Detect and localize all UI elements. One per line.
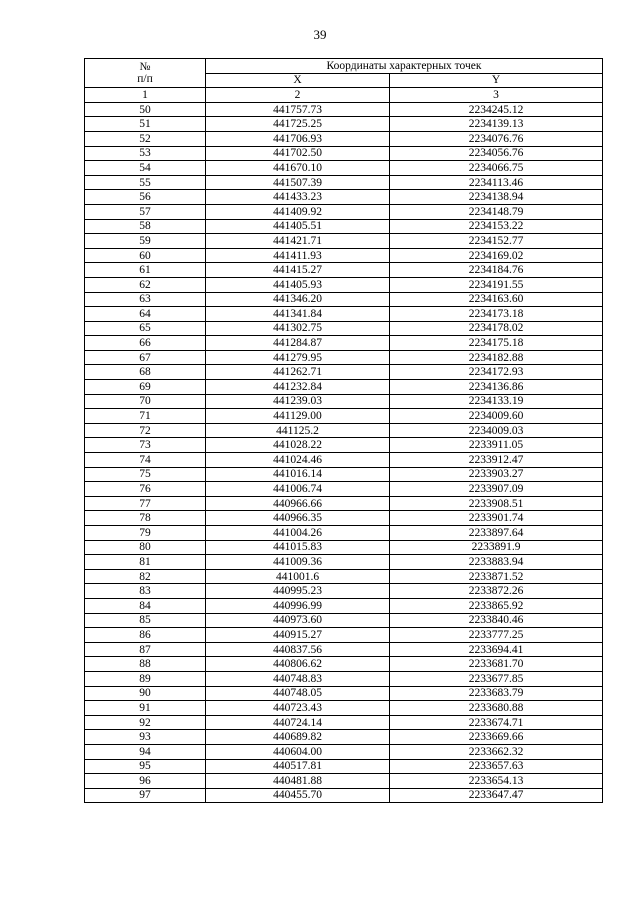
point-number-cell: 72: [85, 423, 206, 438]
column-index-1: 1: [85, 88, 206, 103]
x-coordinate-cell: 441028.22: [206, 438, 390, 453]
table-row: [85, 715, 603, 730]
table-row: [85, 423, 603, 438]
x-coordinate-cell: 441346.20: [206, 292, 390, 307]
table-row: [85, 336, 603, 351]
point-number-cell: 53: [85, 146, 206, 161]
point-number-cell: 59: [85, 234, 206, 249]
page-number: 39: [313, 27, 327, 42]
x-coordinate-cell: 441702.50: [206, 146, 390, 161]
point-number-cell: 96: [85, 774, 206, 789]
x-coordinate-cell: 441405.51: [206, 219, 390, 234]
point-number-cell: 51: [85, 117, 206, 132]
x-coordinate-cell: 441421.71: [206, 234, 390, 249]
coordinates-table: [84, 58, 603, 803]
x-coordinate-cell: 441279.95: [206, 350, 390, 365]
y-coordinate-cell: 2234138.94: [390, 190, 603, 205]
point-number-cell: 62: [85, 277, 206, 292]
x-coordinate-cell: 440806.62: [206, 657, 390, 672]
y-coordinate-cell: 2234113.46: [390, 175, 603, 190]
x-coordinate-cell: 440966.35: [206, 511, 390, 526]
table-row: [85, 321, 603, 336]
point-number-cell: 79: [85, 526, 206, 541]
table-row: [85, 526, 603, 541]
y-coordinate-cell: 2234173.18: [390, 307, 603, 322]
table-row: [85, 117, 603, 132]
table-row: [85, 409, 603, 424]
y-coordinate-cell: 2234178.02: [390, 321, 603, 336]
number-column-header: [85, 59, 206, 88]
table-row: [85, 496, 603, 511]
table-row: [85, 657, 603, 672]
y-coordinate-cell: 2233777.25: [390, 628, 603, 643]
table-row: [85, 540, 603, 555]
y-coordinate-cell: 2233912.47: [390, 453, 603, 468]
x-coordinate-cell: 441016.14: [206, 467, 390, 482]
point-number-cell: 65: [85, 321, 206, 336]
point-number-cell: 74: [85, 453, 206, 468]
point-number-cell: 67: [85, 350, 206, 365]
y-coordinate-cell: 2234175.18: [390, 336, 603, 351]
y-coordinate-cell: 2234152.77: [390, 234, 603, 249]
table-row: [85, 219, 603, 234]
point-number-cell: 66: [85, 336, 206, 351]
table-row: [85, 146, 603, 161]
table-row: [85, 438, 603, 453]
point-number-cell: 61: [85, 263, 206, 278]
table-row: [85, 394, 603, 409]
x-column-header: X: [206, 73, 390, 88]
table-header: [85, 59, 603, 103]
point-number-cell: 92: [85, 715, 206, 730]
table-row: [85, 759, 603, 774]
y-coordinate-cell: 2234009.03: [390, 423, 603, 438]
table-row: [85, 671, 603, 686]
x-coordinate-cell: 441125.2: [206, 423, 390, 438]
x-coordinate-cell: 440748.05: [206, 686, 390, 701]
table-row: [85, 292, 603, 307]
x-coordinate-cell: 441411.93: [206, 248, 390, 263]
point-number-cell: 95: [85, 759, 206, 774]
point-number-cell: 80: [85, 540, 206, 555]
x-coordinate-cell: 441239.03: [206, 394, 390, 409]
table-body: [85, 102, 603, 803]
y-coordinate-cell: 2233871.52: [390, 569, 603, 584]
table-row: [85, 365, 603, 380]
y-coordinate-cell: 2233840.46: [390, 613, 603, 628]
point-number-cell: 56: [85, 190, 206, 205]
x-coordinate-cell: 441725.25: [206, 117, 390, 132]
y-coordinate-cell: 2234163.60: [390, 292, 603, 307]
y-coordinate-cell: 2234191.55: [390, 277, 603, 292]
x-coordinate-cell: 441433.23: [206, 190, 390, 205]
x-coordinate-cell: 440837.56: [206, 642, 390, 657]
x-coordinate-cell: 441006.74: [206, 482, 390, 497]
y-coordinate-cell: 2233681.70: [390, 657, 603, 672]
x-coordinate-cell: 441001.6: [206, 569, 390, 584]
y-coordinate-cell: 2233669.66: [390, 730, 603, 745]
y-coordinate-cell: 2233657.63: [390, 759, 603, 774]
table-row: [85, 482, 603, 497]
table-row: [85, 350, 603, 365]
table-row: [85, 102, 603, 117]
table-row: [85, 744, 603, 759]
point-number-cell: 50: [85, 102, 206, 117]
x-coordinate-cell: 440455.70: [206, 788, 390, 803]
point-number-cell: 57: [85, 204, 206, 219]
y-coordinate-cell: 2234139.13: [390, 117, 603, 132]
x-coordinate-cell: 440689.82: [206, 730, 390, 745]
table-row: [85, 555, 603, 570]
x-coordinate-cell: 440973.60: [206, 613, 390, 628]
y-coordinate-cell: 2234056.76: [390, 146, 603, 161]
coordinates-group-header: Координаты характерных точек: [206, 59, 603, 74]
x-coordinate-cell: 440966.66: [206, 496, 390, 511]
y-coordinate-cell: 2234182.88: [390, 350, 603, 365]
y-coordinate-cell: 2234245.12: [390, 102, 603, 117]
point-number-cell: 89: [85, 671, 206, 686]
x-coordinate-cell: 440996.99: [206, 598, 390, 613]
y-coordinate-cell: 2234066.75: [390, 161, 603, 176]
x-coordinate-cell: 441302.75: [206, 321, 390, 336]
y-coordinate-cell: 2234148.79: [390, 204, 603, 219]
point-number-cell: 54: [85, 161, 206, 176]
y-coordinate-cell: 2234076.76: [390, 131, 603, 146]
y-coordinate-cell: 2233911.05: [390, 438, 603, 453]
table-row: [85, 307, 603, 322]
table-row: [85, 161, 603, 176]
y-coordinate-cell: 2234153.22: [390, 219, 603, 234]
point-number-cell: 73: [85, 438, 206, 453]
point-number-cell: 69: [85, 380, 206, 395]
table-row: [85, 277, 603, 292]
point-number-cell: 78: [85, 511, 206, 526]
table-row: [85, 584, 603, 599]
table-row: [85, 263, 603, 278]
point-number-cell: 77: [85, 496, 206, 511]
y-coordinate-cell: 2234172.93: [390, 365, 603, 380]
point-number-cell: 94: [85, 744, 206, 759]
x-coordinate-cell: 440723.43: [206, 701, 390, 716]
table-row: [85, 380, 603, 395]
column-index-3: 3: [390, 88, 603, 103]
point-number-cell: 58: [85, 219, 206, 234]
point-number-cell: 63: [85, 292, 206, 307]
number-symbol: №: [139, 61, 151, 74]
point-number-cell: 64: [85, 307, 206, 322]
y-coordinate-cell: 2233680.88: [390, 701, 603, 716]
x-coordinate-cell: 440995.23: [206, 584, 390, 599]
y-coordinate-cell: 2233908.51: [390, 496, 603, 511]
table-row: [85, 642, 603, 657]
x-coordinate-cell: 441341.84: [206, 307, 390, 322]
table-row: [85, 467, 603, 482]
table-row: [85, 453, 603, 468]
x-coordinate-cell: 441009.36: [206, 555, 390, 570]
y-coordinate-cell: 2234133.19: [390, 394, 603, 409]
table-row: [85, 511, 603, 526]
y-coordinate-cell: 2233883.94: [390, 555, 603, 570]
table-row: [85, 175, 603, 190]
y-coordinate-cell: 2233897.64: [390, 526, 603, 541]
table-row: [85, 131, 603, 146]
x-coordinate-cell: 441507.39: [206, 175, 390, 190]
x-coordinate-cell: 440481.88: [206, 774, 390, 789]
point-number-cell: 82: [85, 569, 206, 584]
point-number-cell: 76: [85, 482, 206, 497]
y-coordinate-cell: 2233647.47: [390, 788, 603, 803]
point-number-cell: 83: [85, 584, 206, 599]
x-coordinate-cell: 441409.92: [206, 204, 390, 219]
point-number-cell: 52: [85, 131, 206, 146]
table-row: [85, 190, 603, 205]
x-coordinate-cell: 441284.87: [206, 336, 390, 351]
table-row: [85, 234, 603, 249]
y-coordinate-cell: 2233677.85: [390, 671, 603, 686]
table-row: [85, 701, 603, 716]
y-coordinate-cell: 2233865.92: [390, 598, 603, 613]
x-coordinate-cell: 441015.83: [206, 540, 390, 555]
y-coordinate-cell: 2233907.09: [390, 482, 603, 497]
x-coordinate-cell: 441405.93: [206, 277, 390, 292]
x-coordinate-cell: 441129.00: [206, 409, 390, 424]
y-coordinate-cell: 2234184.76: [390, 263, 603, 278]
x-coordinate-cell: 440724.14: [206, 715, 390, 730]
y-coordinate-cell: 2233654.13: [390, 774, 603, 789]
y-coordinate-cell: 2233694.41: [390, 642, 603, 657]
table-row: [85, 248, 603, 263]
point-number-cell: 71: [85, 409, 206, 424]
point-number-cell: 68: [85, 365, 206, 380]
y-coordinate-cell: 2234169.02: [390, 248, 603, 263]
y-coordinate-cell: 2233662.32: [390, 744, 603, 759]
x-coordinate-cell: 441232.84: [206, 380, 390, 395]
y-coordinate-cell: 2234009.60: [390, 409, 603, 424]
point-number-cell: 87: [85, 642, 206, 657]
x-coordinate-cell: 441262.71: [206, 365, 390, 380]
table-row: [85, 204, 603, 219]
x-coordinate-cell: 441004.26: [206, 526, 390, 541]
table-row: [85, 788, 603, 803]
point-number-cell: 90: [85, 686, 206, 701]
table-row: [85, 569, 603, 584]
x-coordinate-cell: 440517.81: [206, 759, 390, 774]
table-row: [85, 628, 603, 643]
point-number-cell: 88: [85, 657, 206, 672]
table-row: [85, 686, 603, 701]
y-coordinate-cell: 2233683.79: [390, 686, 603, 701]
table-row: [85, 598, 603, 613]
table-row: [85, 613, 603, 628]
x-coordinate-cell: 440604.00: [206, 744, 390, 759]
y-coordinate-cell: 2233903.27: [390, 467, 603, 482]
point-number-cell: 75: [85, 467, 206, 482]
table-row: [85, 774, 603, 789]
number-abbreviation: п/п: [137, 73, 153, 86]
x-coordinate-cell: 440748.83: [206, 671, 390, 686]
x-coordinate-cell: 441415.27: [206, 263, 390, 278]
point-number-cell: 70: [85, 394, 206, 409]
point-number-cell: 60: [85, 248, 206, 263]
point-number-cell: 84: [85, 598, 206, 613]
y-coordinate-cell: 2233674.71: [390, 715, 603, 730]
x-coordinate-cell: 441024.46: [206, 453, 390, 468]
point-number-cell: 55: [85, 175, 206, 190]
table-row: [85, 730, 603, 745]
y-coordinate-cell: 2234136.86: [390, 380, 603, 395]
y-column-header: Y: [390, 73, 603, 88]
x-coordinate-cell: 441670.10: [206, 161, 390, 176]
column-index-2: 2: [206, 88, 390, 103]
y-coordinate-cell: 2233901.74: [390, 511, 603, 526]
point-number-cell: 97: [85, 788, 206, 803]
x-coordinate-cell: 441706.93: [206, 131, 390, 146]
y-coordinate-cell: 2233891.9: [390, 540, 603, 555]
point-number-cell: 93: [85, 730, 206, 745]
x-coordinate-cell: 441757.73: [206, 102, 390, 117]
point-number-cell: 81: [85, 555, 206, 570]
point-number-cell: 85: [85, 613, 206, 628]
point-number-cell: 91: [85, 701, 206, 716]
y-coordinate-cell: 2233872.26: [390, 584, 603, 599]
point-number-cell: 86: [85, 628, 206, 643]
x-coordinate-cell: 440915.27: [206, 628, 390, 643]
